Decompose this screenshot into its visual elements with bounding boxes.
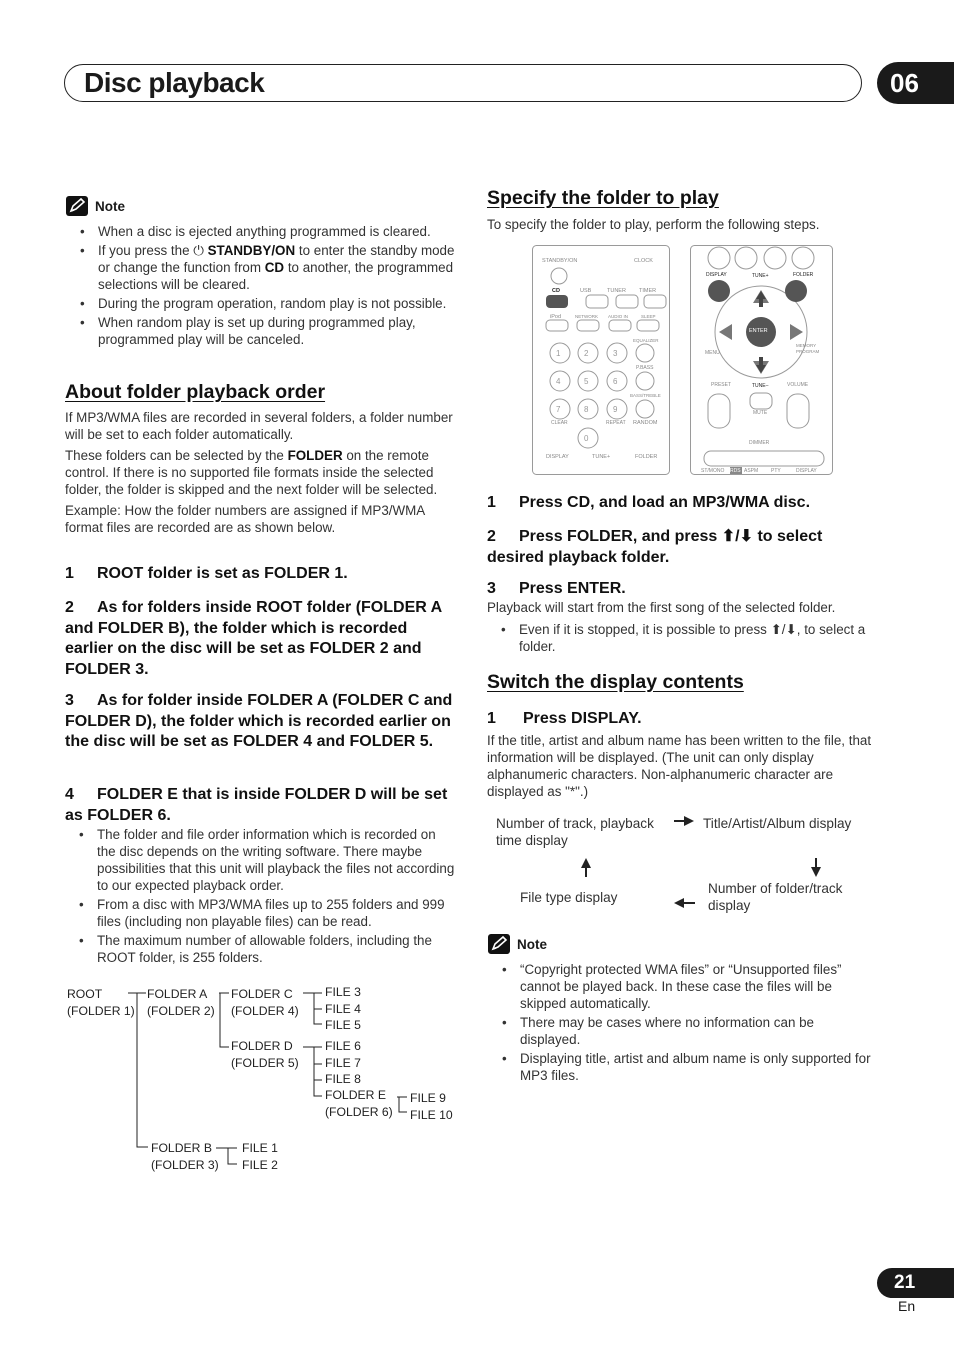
section-heading: Specify the folder to play: [487, 187, 719, 209]
remote-memory-program-label: MEMORY PROGRAM: [796, 343, 820, 354]
flow-title-artist-album: Title/Artist/Album display: [703, 816, 852, 831]
tree-folder-c-files: FILE 3 FILE 4 FILE 5: [325, 985, 361, 1032]
note-pencil-icon: [66, 196, 88, 216]
remote-tune-minus-label: TUNE–: [752, 383, 769, 389]
remote-volume-label: VOLUME: [787, 382, 809, 388]
note-label: Note: [517, 936, 547, 952]
remote-display2-label: DISPLAY: [796, 468, 817, 474]
remote-tuner-label: TUNER: [607, 288, 626, 294]
up-down-arrow-icon: ⬆/⬇: [721, 528, 753, 545]
tree-folder-e: FOLDER E (FOLDER 6): [325, 1088, 393, 1119]
remote-repeat-label: REPEAT: [606, 420, 626, 426]
tree-folder-d: FOLDER D (FOLDER 5): [231, 1039, 299, 1070]
tree-folder-d-files: FILE 6 FILE 7 FILE 8: [325, 1039, 361, 1086]
tree-folder-b: FOLDER B (FOLDER 3): [151, 1141, 219, 1172]
remote-network-label: NETWORK: [575, 314, 598, 319]
note-label: Note: [95, 198, 125, 214]
remote-ipod-label: iPod: [550, 314, 562, 320]
paragraph: Playback will start from the first song of the selected folder.: [487, 600, 836, 615]
switch-section: [487, 671, 879, 694]
switch-step-1: 1 Press DISPLAY.: [487, 710, 642, 727]
remote-audio-in-label: AUDIO IN: [608, 314, 629, 319]
remote-usb-label: USB: [580, 288, 592, 294]
step-3: 3 As for folder inside FOLDER A (FOLDER C and FOLDER D), the folder which is recorded earlier on the disc will be set as FOLDER 4 and FOLDER 5.: [65, 692, 453, 750]
remote-standby-label: STANDBY/ON: [542, 258, 578, 264]
note-block-2: [488, 934, 878, 1086]
flow-track-time: Number of track, playback time display: [496, 816, 654, 848]
about-bullets: [65, 826, 457, 968]
specify-step-2: 2 Press FOLDER, and press ⬆/⬇ to select desired playback folder.: [487, 528, 823, 566]
language-code: En: [898, 1298, 916, 1314]
up-down-arrow-icon: ⬆/⬇: [770, 622, 797, 637]
section-heading: About folder playback order: [65, 381, 326, 403]
flow-folder-track: Number of folder/track display: [708, 881, 843, 913]
tree-root: ROOT (FOLDER 1): [67, 987, 135, 1018]
specify-step-3: 3 Press ENTER.: [487, 580, 626, 597]
chapter-number: 06: [877, 62, 954, 104]
remote-pty-label: PTY: [771, 468, 781, 474]
remote-clock-label: CLOCK: [634, 258, 653, 264]
remote-preset-label: PRESET: [711, 382, 732, 388]
remote-equalizer-label: EQUALIZER: [633, 338, 659, 343]
section-heading: Switch the display contents: [487, 671, 744, 693]
note-block: [66, 196, 458, 350]
paragraph: If MP3/WMA files are recorded in several folders, a folder number will be set to each folder automatically.: [65, 410, 453, 442]
step-4: 4 FOLDER E that is inside FOLDER D will be set as FOLDER 6.: [65, 786, 448, 824]
paragraph: These folders can be selected by the FOLDER on the remote control. If there is no supported file formats inside the selected folder, the folder is skipped and the next folder will be selected.: [65, 448, 438, 497]
remote-folder-label: FOLDER: [635, 454, 658, 460]
bullet-item: • The maximum number of allowable folders, including the ROOT folder, is 255 folders.: [65, 932, 457, 966]
remote-bass-treble-label: BASS/TREBLE: [630, 393, 661, 398]
remote-random-label: RANDOM: [633, 420, 658, 426]
tree-folder-b-files: FILE 1 FILE 2: [242, 1141, 278, 1172]
remote-rds-label: RDS: [730, 468, 741, 474]
step-2: 2 As for folders inside ROOT folder (FOLDER A and FOLDER B), the folder which is recorded earlier on the disc will be set as FOLDER 2 and FOLDER 3.: [65, 599, 442, 678]
bullet-item: • The folder and file order information which is recorded on the disc depends on the writing software. There maybe possibilities that this unit will playback the files not according to our expected playback order.: [65, 826, 457, 894]
page-number: 21: [877, 1268, 954, 1298]
specify-bullets: [487, 621, 879, 657]
remote-control-illustration: STANDBY/ON CLOCK CD USB TUNER TIMER iPod NETWORK AUDIO IN SLEEP EQUALIZER P.BASS BASS/TREBLE CLEAR REPEAT RANDOM DISPLAY TUNE+ FOLDER 1 2 3 4 5 6 7 8 9 0 DISPLAY TUNE+ FOLDER ENTER MENU MEMORY PROGRAM PRESET TUNE– VOLUME MUTE DIMMER ST/MONO RDS ASPM PTY DISPLAY: [532, 245, 834, 475]
specify-step-1: 1 Press CD, and load an MP3/WMA disc.: [487, 494, 811, 511]
remote-enter-key-label: ENTER: [749, 328, 768, 334]
note-pencil-icon: [488, 934, 510, 954]
remote-menu-label: MENU: [705, 350, 720, 356]
note-item: • When a disc is ejected anything programmed is cleared.: [66, 223, 458, 240]
bullet-item: • From a disc with MP3/WMA files up to 255 folders and 999 files (including non playable files) can be read.: [65, 896, 457, 930]
remote-aspm-label: ASPM: [744, 468, 759, 474]
remote-timer-label: TIMER: [639, 288, 657, 294]
remote-cd-label: CD: [552, 288, 560, 294]
paragraph: To specify the folder to play, perform the following steps.: [487, 217, 820, 232]
tree-folder-e-files: FILE 9 FILE 10: [410, 1091, 453, 1122]
remote-sleep-label: SLEEP: [641, 314, 656, 319]
paragraph: If the title, artist and album name has been written to the file, that information will be displayed. (The unit can only display alphanumeric characters. Non-alphanumeric character are displayed as "*".): [487, 733, 872, 799]
remote-body-graphic: [532, 245, 834, 475]
tree-folder-a: FOLDER A (FOLDER 2): [147, 987, 215, 1018]
note-item: • During the program operation, random play is not possible.: [66, 295, 458, 312]
note-item: • When random play is set up during programmed play, programmed play will be canceled.: [66, 314, 458, 348]
remote-display-key-label: DISPLAY: [706, 272, 727, 278]
about-section: [65, 381, 457, 536]
remote-clear-label: CLEAR: [551, 420, 568, 426]
specify-section: [487, 187, 877, 233]
remote-pbass-label: P.BASS: [636, 365, 654, 371]
remote-folder-key-label: FOLDER: [793, 272, 814, 278]
step-1: 1 ROOT folder is set as FOLDER 1.: [65, 565, 348, 582]
note-item: • Displaying title, artist and album name is only supported for MP3 files.: [488, 1050, 878, 1084]
bullet-item: • Even if it is stopped, it is possible to press ⬆/⬇, to select a folder.: [487, 621, 879, 655]
tree-folder-c: FOLDER C (FOLDER 4): [231, 987, 299, 1018]
note-item: • There may be cases where no information can be displayed.: [488, 1014, 878, 1048]
note-item: • “Copyright protected WMA files” or “Unsupported files” cannot be played back. In these case the files will be skipped automatically.: [488, 961, 878, 1012]
remote-tune-plus-key-label: TUNE+: [752, 273, 769, 279]
remote-dimmer-label: DIMMER: [749, 440, 770, 446]
remote-display-label: DISPLAY: [546, 454, 569, 460]
remote-mute-label: MUTE: [753, 410, 768, 416]
flow-file-type: File type display: [520, 890, 618, 905]
page-title: Disc playback: [84, 67, 265, 98]
note-item: • If you press the ⏻ STANDBY/ON to enter the standby mode or change the function from CD to another, the programmed selections will be cleared.: [66, 242, 458, 293]
remote-tune-plus-label: TUNE+: [592, 454, 611, 460]
remote-st-mono-label: ST/MONO: [701, 468, 725, 474]
paragraph: Example: How the folder numbers are assigned if MP3/WMA format files are recorded are as shown below.: [65, 503, 425, 535]
